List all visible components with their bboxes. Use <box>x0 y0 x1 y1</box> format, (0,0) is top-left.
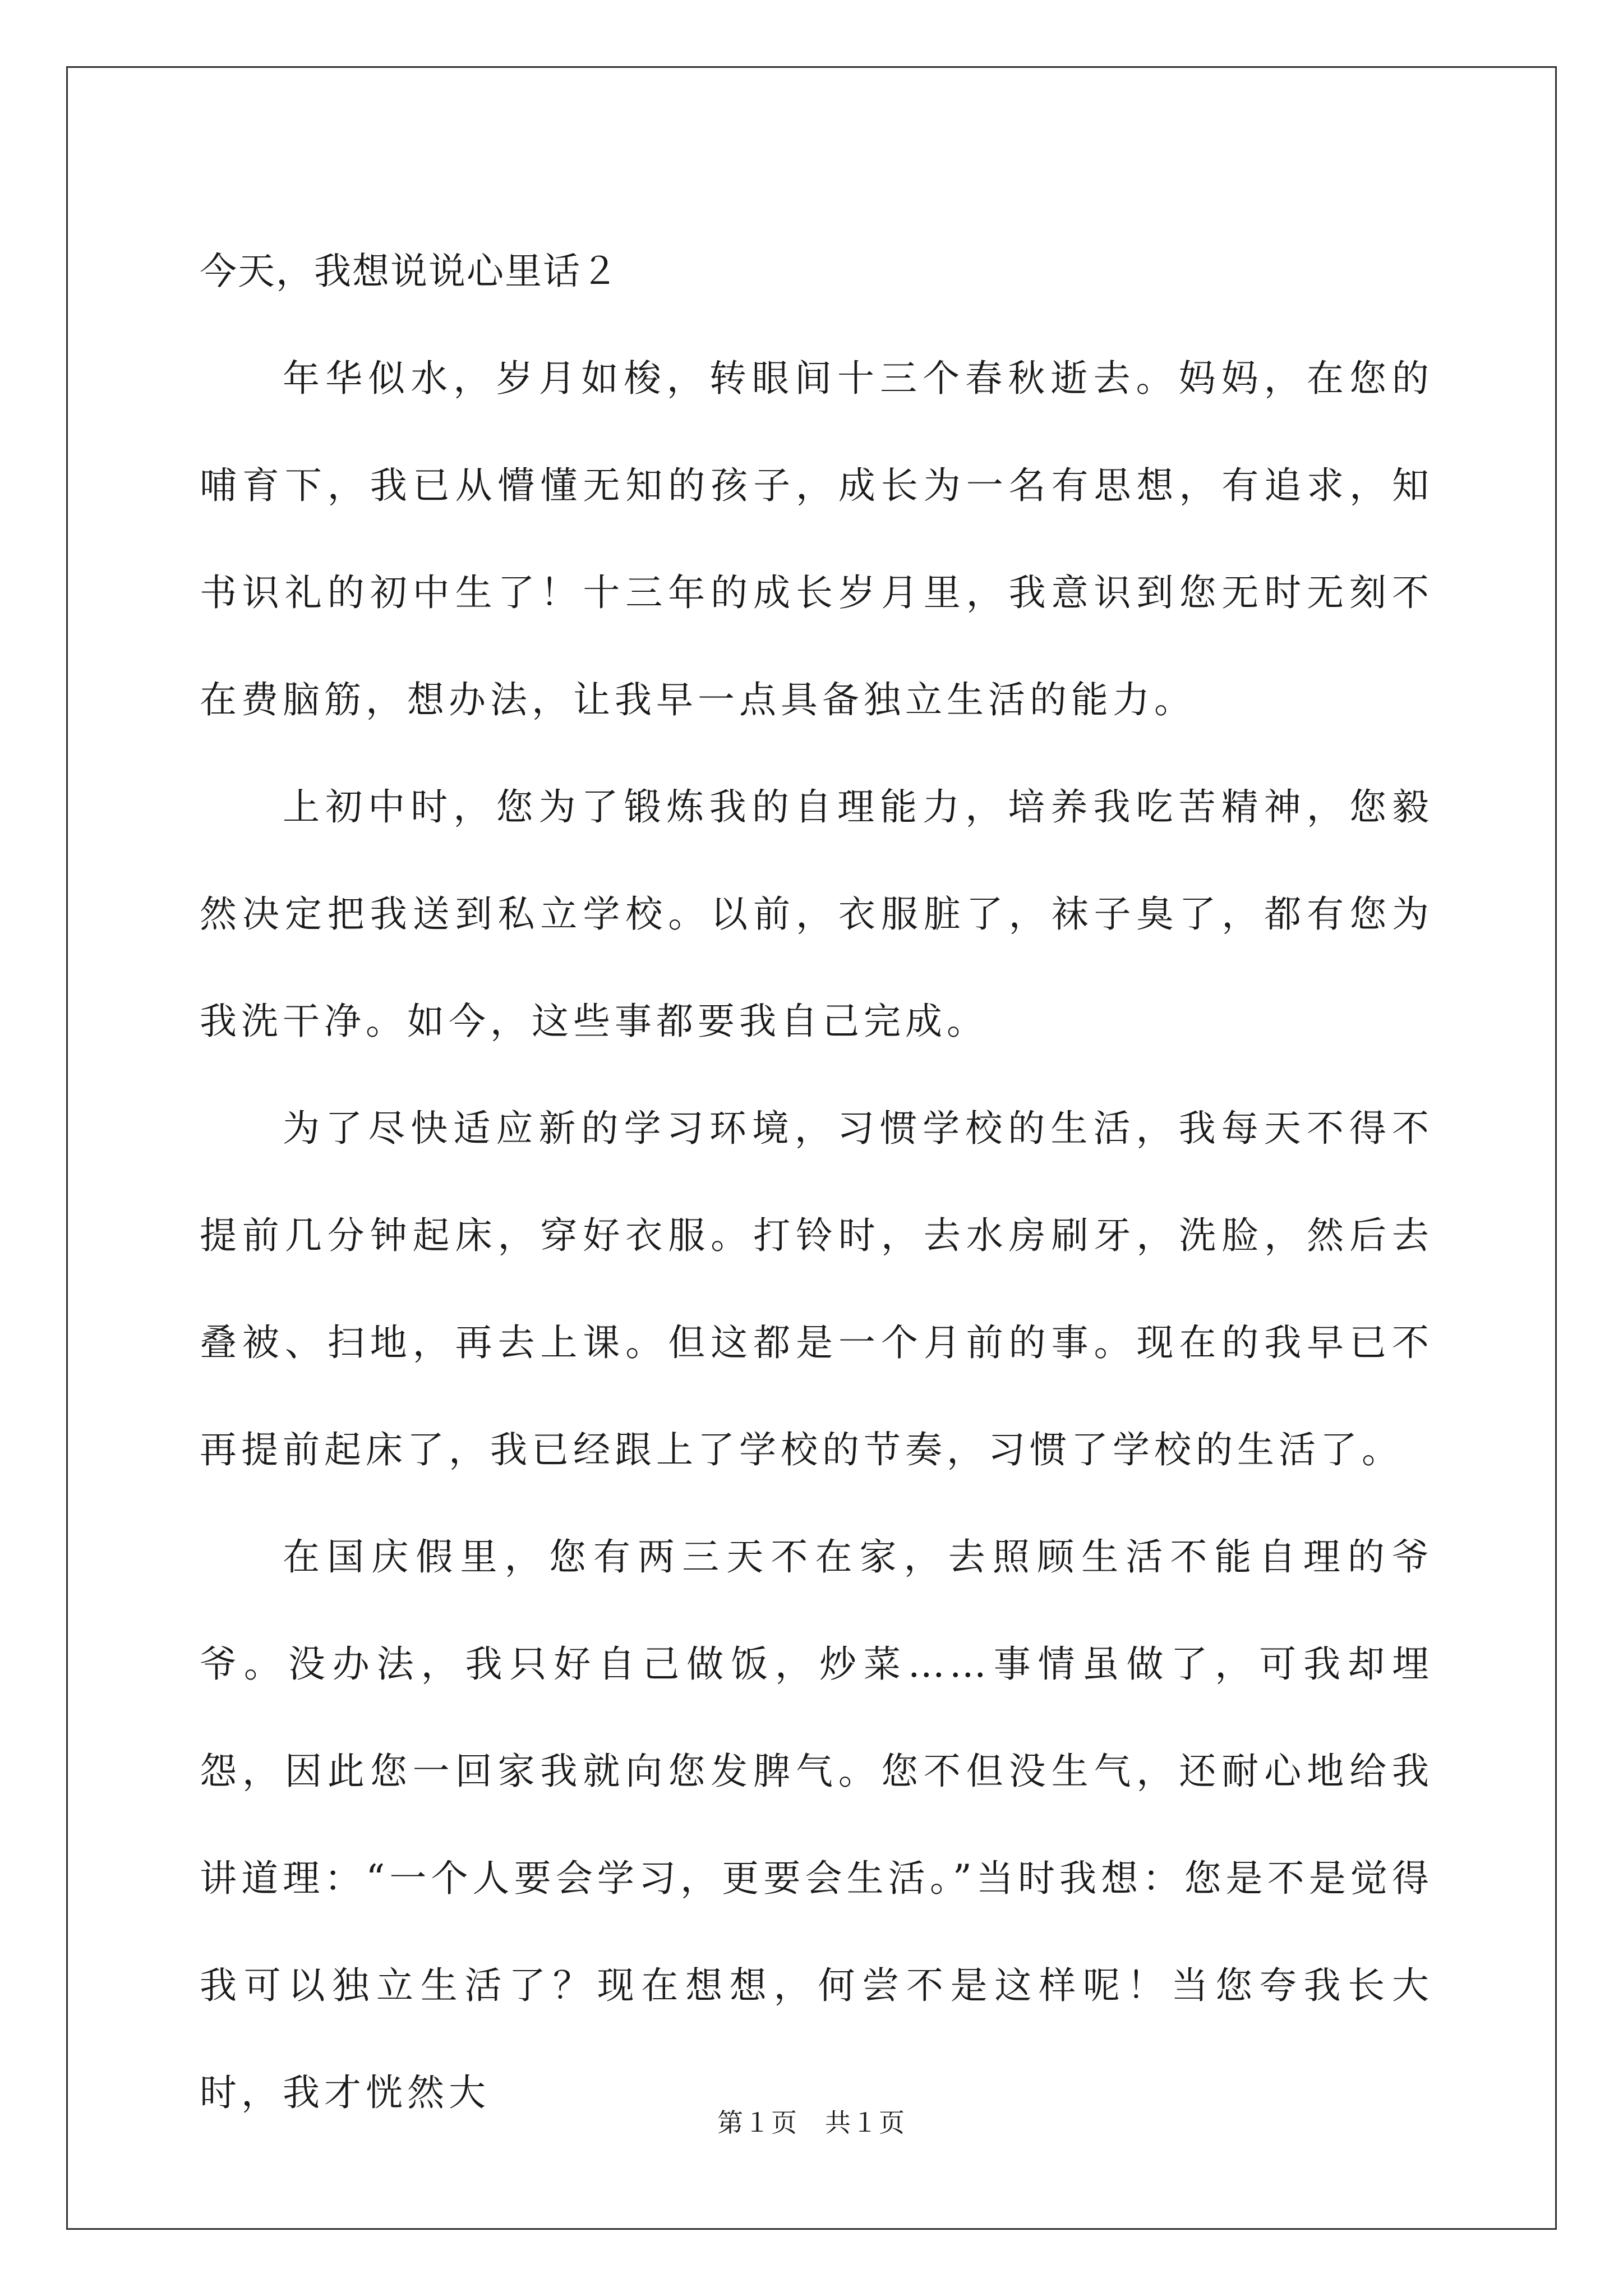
page-footer <box>0 2102 1623 2139</box>
paragraph-2: 上初中时，您为了锻炼我的自理能力，培养我吃苦精神，您毅然决定把我送到私立学校。以前，衣服脏了，袜子臭了，都有您为我洗干净。如今，这些事都要我自己完成。 <box>200 785 1433 1043</box>
paragraph-3: 为了尽快适应新的学习环境，习惯学校的生活，我每天不得不提前几分钟起床，穿好衣服。打铃时，去水房刷牙，洗脸，然后去叠被、扫地，再去上课。但这都是一个月前的事。现在的我早已不再提前起床了，我已经跟上了学校的节奏，习惯了学校的生活了。 <box>200 1107 1433 1471</box>
page-number-total: 共１页 <box>825 2108 906 2138</box>
document-body <box>200 218 1433 2146</box>
paragraph-4: 在国庆假里，您有两三天不在家，去照顾生活不能自理的爷爷。没办法，我只好自己做饭，炒菜……事情虽做了，可我却埋怨，因此您一回家我就向您发脾气。您不但没生气，还耐心地给我讲道理：“一个人要会学习，更要会生活。”当时我想：您是不是觉得我可以独立生活了？现在想想，何尝不是这样呢！当您夸我长大时，我才恍然大 <box>200 1535 1433 2114</box>
paragraph-1: 年华似水，岁月如梭，转眼间十三个春秋逝去。妈妈，在您的哺育下，我已从懵懂无知的孩子，成长为一名有思想，有追求，知书识礼的初中生了！十三年的成长岁月里，我意识到您无时无刻不在费脑筋，想办法，让我早一点具备独立生活的能力。 <box>200 357 1433 721</box>
page-number-current: 第１页 <box>717 2108 798 2138</box>
document-title: 今天，我想说说心里话２ <box>200 250 619 293</box>
